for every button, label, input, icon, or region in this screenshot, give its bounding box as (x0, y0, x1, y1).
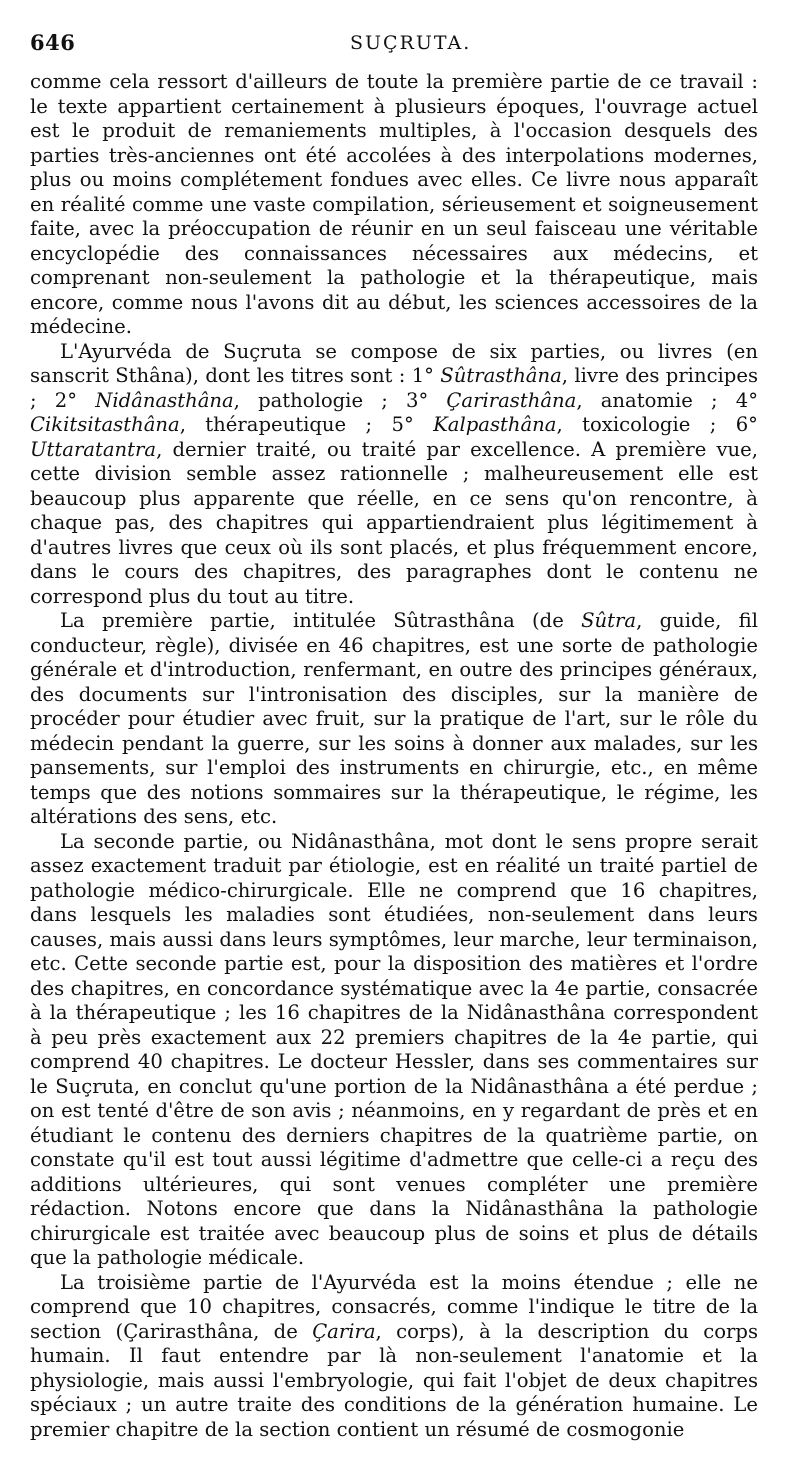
paragraph-5 (30, 1271, 758, 1443)
text-run: La troisième partie de l'Ayurvéda est la moins étendue ; elle ne comprend que 10 chapitres, consacrés, comme l'indique le titre de la section (Çarirasthâna, de (30, 1270, 758, 1343)
italic-term: Sûtra (581, 609, 637, 632)
paragraph-4: La seconde partie, ou Nidânasthâna, mot dont le sens propre serait assez exactement traduit par étiologie, est en réalité un traité partiel de pathologie médico-chirurgicale. Elle ne comprend que 16 chapitres, dans lesquels les maladies sont étudiées, non-seulement dans leurs causes, mais aussi dans leurs symptômes, leur marche, leur terminaison, etc. Cette seconde partie est, pour la disposition des matières et l'ordre des chapitres, en concordance systématique avec la 4e partie, consacrée à la thérapeutique ; les 16 chapitres de la Nidânasthâna correspondent à peu près exactement aux 22 premiers chapitres de la 4e partie, qui comprend 40 chapitres. Le docteur Hessler, dans ses commentaires sur le Suçruta, en conclut qu'une portion de la Nidânasthâna a été perdue ; on est tenté d'être de son avis ; néanmoins, en y regardant de près et en étudiant le contenu des derniers chapitres de la quatrième partie, on constate qu'il est tout aussi légitime d'admettre que celle-ci a reçu des additions ultérieures, qui sont venues compléter une première rédaction. Notons encore que dans la Nidânasthâna la pathologie chirurgicale est traitée avec beaucoup plus de soins et plus de détails que la pathologie médicale. (30, 829, 758, 1269)
running-title: SUÇRUTA. (350, 32, 472, 54)
text-run: , corps), à la description du corps humain. Il faut entendre par là non-seulement l'anatomie et la physiologie, mais aussi l'embryologie, qui fait l'objet de deux chapitres spéciaux ; un autre traite des conditions de la génération humaine. Le premier chapitre de la section contient un résumé de cosmogonie (30, 1319, 758, 1441)
paragraph-2 (30, 340, 758, 610)
italic-term: Uttaratantra (30, 437, 157, 461)
body-text (30, 70, 758, 1442)
italic-term: Çarirasthâna (446, 388, 577, 412)
italic-term: Nidânasthâna (95, 388, 234, 412)
paragraph-3 (30, 609, 758, 830)
page-header (30, 30, 770, 58)
text-run: , dernier traité, ou traité par excellence. A première vue, cette division semble assez rationnelle ; malheureusement elle est beaucoup plus apparente que réelle, en ce sens qu'on rencontre, à chaque pas, des chapitres qui appartiendraient plus légitimement à d'autres livres que ceux où ils sont placés, et plus fréquemment encore, dans le cours des chapitres, des paragraphes dont le contenu ne correspond plus du tout au titre. (30, 437, 758, 608)
text-run: L'Ayurvéda de Suçruta se compose de six parties, ou livres (en sanscrit Sthâna), dont les titres sont : 1° (30, 339, 758, 387)
text-run: , thérapeutique ; 5° (179, 413, 434, 436)
italic-term: Kalpasthâna (433, 413, 557, 436)
text-run: , anatomie ; 4° (576, 388, 758, 412)
text-run: La première partie, intitulée Sûtrasthâna (de (60, 609, 582, 632)
page-number: 646 (30, 30, 76, 55)
italic-term: Çarira (312, 1319, 376, 1343)
text-run: , pathologie ; 3° (233, 388, 447, 412)
italic-term: Sûtrasthâna (440, 364, 562, 387)
text-run: , livre des principes ; 2° (30, 364, 758, 412)
text-run: , guide, fil conducteur, règle), divisée en 46 chapitres, est une sorte de pathologie générale et d'introduction, renfermant, en outre des principes généraux, des documents sur l'intronisation des disciples, sur la manière de procéder pour étudier avec fruit, sur la pratique de l'art, sur le rôle du médecin pendant la guerre, sur les soins à donner aux malades, sur les pansements, sur l'emploi des instruments en chirurgie, etc., en même temps que des notions sommaires sur la thérapeutique, le régime, les altérations des sens, etc. (30, 609, 758, 828)
paragraph-1: comme cela ressort d'ailleurs de toute la première partie de ce travail : le texte appartient certainement à plusieurs époques, l'ouvrage actuel est le produit de remaniements multiples, à l'occasion desquels des parties très-anciennes ont été accolées à des interpolations modernes, plus ou moins complétement fondues avec elles. Ce livre nous apparaît en réalité comme une vaste compilation, sérieusement et soigneusement faite, avec la préoccupation de réunir en un seul faisceau une véritable encyclopédie des connaissances nécessaires aux médecins, et comprenant non-seulement la pathologie et la thérapeutique, mais encore, comme nous l'avons dit au début, les sciences accessoires de la médecine. (30, 70, 758, 338)
text-run: , toxicologie ; 6° (556, 413, 758, 436)
italic-term: Cikitsitasthâna (30, 413, 180, 436)
